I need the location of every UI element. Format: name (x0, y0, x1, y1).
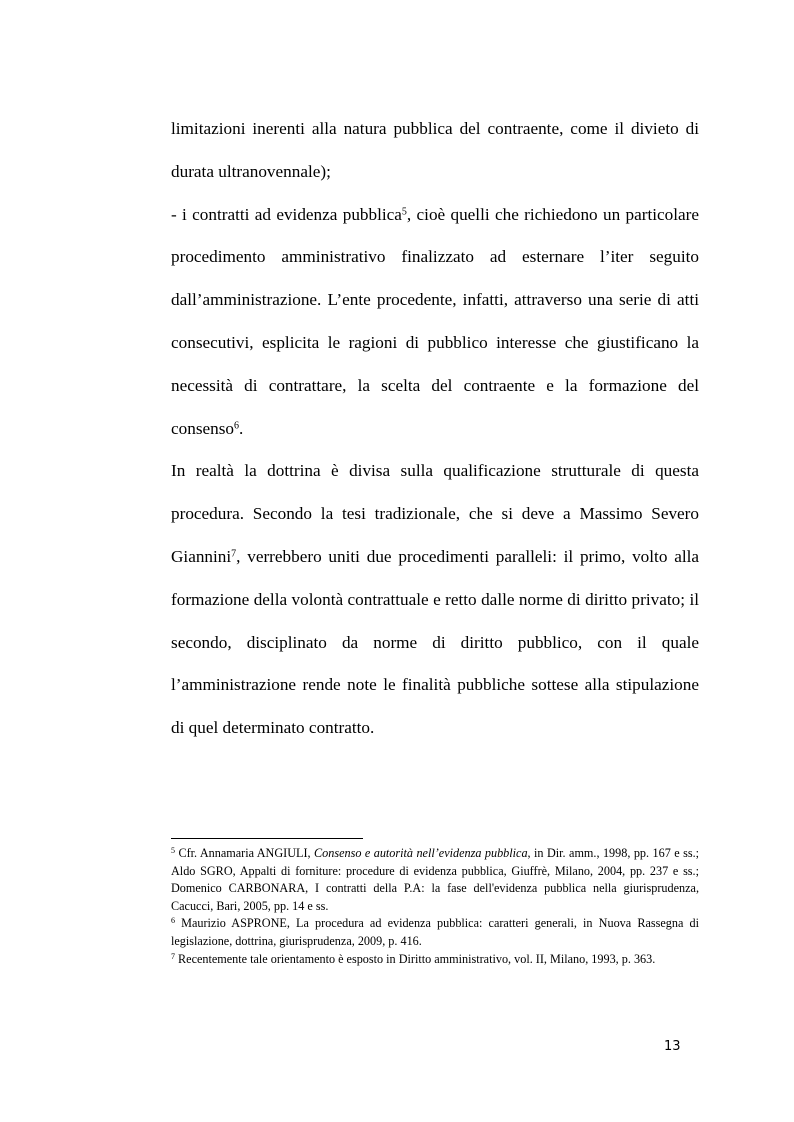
footnote-title: Consenso e autorità nell’evidenza pubblica (314, 846, 528, 860)
paragraph-text: , cioè quelli che richiedono un particolare procedimento amministrativo finalizzato ad esternare l’iter seguito dall’amministrazione. L’ente procedente, infatti, attraverso una serie di atti consecutivi, esplicita le ragioni di pubblico interesse che giustificano la necessità di contrattare, la scelta del contraente e la formazione del consenso (171, 204, 699, 438)
paragraph-continuation (171, 108, 699, 194)
paragraph-text: - i contratti ad evidenza pubblica (171, 204, 402, 224)
footnote-7 (171, 951, 699, 969)
footnote-text: Maurizio ASPRONE, La procedura ad evidenza pubblica: caratteri generali, in Nuova Rassegna di legislazione, dottrina, giurisprudenza, 2009, p. 416. (171, 916, 699, 948)
footnote-reference-5[interactable]: 5 (401, 206, 407, 218)
paragraph-text: . (239, 418, 244, 438)
footnote-text: Cfr. Annamaria ANGIULI, (175, 846, 315, 860)
footnote-text: Recentemente tale orientamento è esposto in Diritto amministrativo, vol. II, Milano, 1993, p. 363. (175, 951, 656, 966)
paragraph-evidenza-pubblica (171, 194, 699, 451)
footnote-reference-7[interactable]: 7 (231, 548, 237, 560)
footnote-text: , in Dir. amm., 1998, pp. 167 e ss.; Aldo SGRO, Appalti di forniture: procedure di evidenza pubblica, Giuffrè, Milano, 2004, pp. 237 e ss.; Domenico CARBONARA, I contratti della P.A: la fase dell'evidenza pubblica nella giurisprudenza, Cacucci, Bari, 2005, pp. 14 e ss. (171, 846, 700, 913)
paragraph-text: limitazioni inerenti alla natura pubblica del contraente, come il divieto di durata ultranovennale); (171, 119, 699, 181)
footnote-number: 6 (171, 916, 175, 926)
footnote-separator (171, 838, 363, 839)
footnote-6 (171, 915, 699, 950)
paragraph-dottrina (171, 450, 699, 750)
footnote-reference-6[interactable]: 6 (234, 420, 240, 432)
footnote-5 (171, 845, 699, 915)
main-text (171, 108, 699, 750)
footnote-number: 7 (171, 951, 175, 961)
paragraph-text: , verrebbero uniti due procedimenti paralleli: il primo, volto alla formazione della volontà contrattuale e retto dalle norme di diritto privato; il secondo, disciplinato da norme di diritto pubblico, con il quale l’amministrazione rende note le finalità pubbliche sottese alla stipulazione di quel determinato contratto. (171, 546, 699, 738)
page-number: 13 (664, 1039, 681, 1054)
paragraph-text: In realtà la dottrina è divisa sulla qualificazione strutturale di questa procedura. Secondo la tesi tradizionale, che si deve a Massimo Severo Giannini (171, 461, 699, 566)
footnote-number: 5 (171, 846, 175, 855)
footnotes (171, 845, 699, 968)
